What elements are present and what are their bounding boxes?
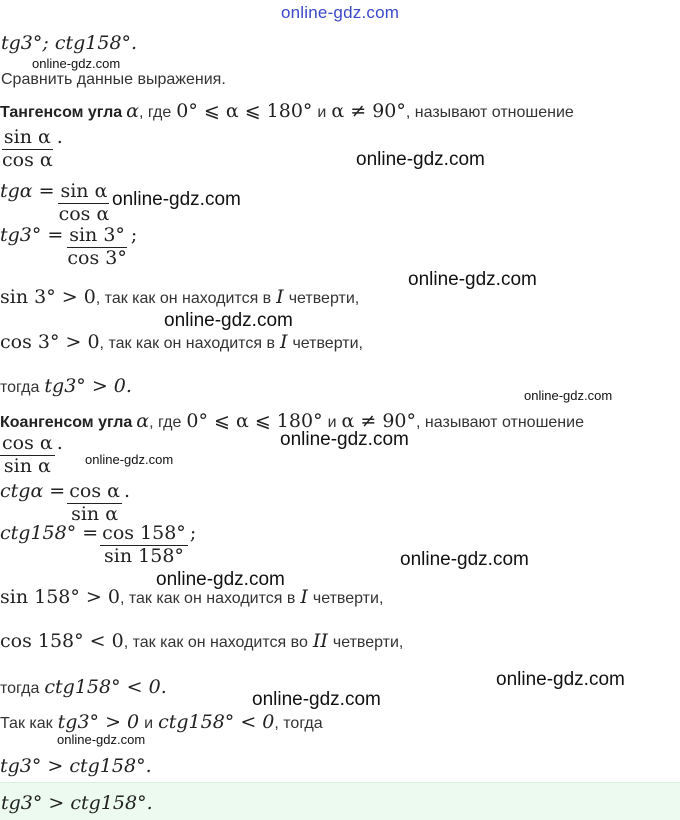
quarter-word: четверти <box>288 290 355 307</box>
definition-and: и <box>317 104 327 121</box>
definition-and: и <box>327 414 337 431</box>
tg3-semicolon: ; <box>130 224 138 246</box>
tangent-term: Тангенсом угла <box>0 104 123 121</box>
angle-range: 0° ⩽ α ⩽ 180° <box>186 410 323 432</box>
since-then: , тогда <box>274 715 323 732</box>
since-expression-1: tg3° > 0 <box>57 711 140 733</box>
cos3-line: cos 3° > 0 , так как он находится в I четверти , <box>0 331 363 353</box>
watermark: online-gdz.com <box>57 732 146 747</box>
ctg158-conclusion <box>0 676 167 698</box>
fraction-numerator: cos 158° <box>102 522 186 544</box>
quarter-word: четверти <box>292 335 359 352</box>
cos158-line: cos 158° < 0 , так как он находится во II четверти , <box>0 630 404 652</box>
watermark: online-gdz.com <box>400 549 529 570</box>
quarter-word: четверти <box>332 634 399 651</box>
sin3-expression: sin 3° > 0 <box>0 286 96 308</box>
cos3-text: , так как он находится в <box>99 335 275 352</box>
ctg158-fraction <box>100 524 188 567</box>
cos158-quarter: II <box>312 630 328 652</box>
watermark: online-gdz.com <box>408 269 537 290</box>
sin3-text: , так как он находится в <box>95 290 272 307</box>
cos158-text: , так как он находится во <box>123 634 308 651</box>
then-expression: tg3° > 0. <box>44 375 132 397</box>
formula-lhs: ctgα = <box>0 480 66 502</box>
sin158-line: sin 158° > 0 , так как он находится в I четверти , <box>0 586 384 608</box>
watermark: online-gdz.com <box>164 310 293 331</box>
sin158-expression: sin 158° > 0 <box>0 586 120 608</box>
tg3-fraction <box>65 226 128 269</box>
answer-expression: tg3° > ctg158°. <box>1 792 153 814</box>
then-expression: ctg158° < 0. <box>44 676 167 698</box>
task-expression: tg3°; ctg158°. <box>1 32 138 54</box>
fraction-denominator: sin 158° <box>104 544 184 567</box>
tangent-ratio <box>0 126 63 171</box>
formula-lhs: tgα = <box>0 180 55 202</box>
watermark: online-gdz.com <box>85 452 174 467</box>
watermark: online-gdz.com <box>280 429 409 450</box>
definition-where: , где <box>138 104 172 121</box>
angle-exclusion: α ≠ 90° <box>331 100 406 122</box>
fraction-denominator: sin α <box>3 454 51 477</box>
sin3-line: sin 3° > 0 , так как он находится в I четверти , <box>0 286 360 308</box>
fraction-denominator: cos α <box>2 148 53 171</box>
cotangent-term: Коангенсом угла <box>0 414 133 431</box>
then-word: тогда <box>0 379 40 396</box>
ctg158-lhs: ctg158° = <box>0 522 99 544</box>
fraction-denominator: cos 3° <box>67 246 127 269</box>
watermark: online-gdz.com <box>112 189 241 210</box>
watermark: online-gdz.com <box>496 669 625 690</box>
answer-box <box>0 782 680 820</box>
final-result <box>0 755 152 777</box>
alpha-symbol: α <box>126 100 139 122</box>
since-word: Так как <box>0 715 53 732</box>
since-and: и <box>144 715 154 732</box>
cos3-quarter: I <box>279 331 288 353</box>
watermark: online-gdz.com <box>32 56 121 71</box>
formula-fraction <box>57 182 112 225</box>
definition-called: , называют отношение <box>416 414 584 431</box>
fraction-numerator: sin 3° <box>69 224 125 246</box>
since-expression-2: ctg158° < 0 <box>158 711 275 733</box>
fraction-numerator: sin α <box>60 180 108 202</box>
fraction-cos-over-sin <box>0 434 55 477</box>
quarter-word: четверти <box>312 590 379 607</box>
watermark: online-gdz.com <box>252 689 381 710</box>
fraction-sin-over-cos <box>0 128 55 171</box>
definition-called: , называют отношение <box>405 104 574 121</box>
sin158-text: , так как он находится в <box>119 590 296 607</box>
final-comparison <box>0 711 323 733</box>
fraction-denominator: cos α <box>58 202 110 225</box>
fraction-numerator: cos α <box>2 432 53 454</box>
tg3-formula <box>0 224 137 269</box>
fraction-numerator: sin α <box>3 126 51 148</box>
formula-fraction <box>67 482 122 525</box>
fraction-denominator: sin α <box>71 502 119 525</box>
ratio-period: . <box>56 126 63 148</box>
cos3-expression: cos 3° > 0 <box>0 331 100 353</box>
definition-where: , где <box>149 414 182 431</box>
result-expression: tg3° > ctg158°. <box>0 755 152 777</box>
sin3-quarter: I <box>276 286 284 308</box>
fraction-numerator: cos α <box>69 480 120 502</box>
watermark: online-gdz.com <box>156 569 285 590</box>
tg3-lhs: tg3° = <box>0 224 64 246</box>
tangent-formula <box>0 180 113 225</box>
angle-exclusion: α ≠ 90° <box>341 410 417 432</box>
watermark: online-gdz.com <box>356 149 485 170</box>
angle-range: 0° ⩽ α ⩽ 180° <box>176 100 313 122</box>
tangent-definition <box>0 100 574 122</box>
cos158-expression: cos 158° < 0 <box>0 630 124 652</box>
sin158-quarter: I <box>300 586 308 608</box>
ctg158-formula <box>0 522 196 567</box>
task-instruction: Сравнить данные выражения. <box>1 71 226 88</box>
watermark: online-gdz.com <box>524 388 613 403</box>
ratio-period: . <box>56 432 63 454</box>
alpha-symbol: α <box>136 410 150 432</box>
ctg158-semicolon: ; <box>189 522 197 544</box>
cotangent-ratio <box>0 432 63 477</box>
cotangent-formula: ctgα = $\frac{\text{cos α}}{\text{sin α}}$ . <box>0 480 130 525</box>
then-word: тогда <box>0 680 40 697</box>
header-watermark: online-gdz.com <box>281 3 400 22</box>
tg3-conclusion <box>0 375 132 397</box>
